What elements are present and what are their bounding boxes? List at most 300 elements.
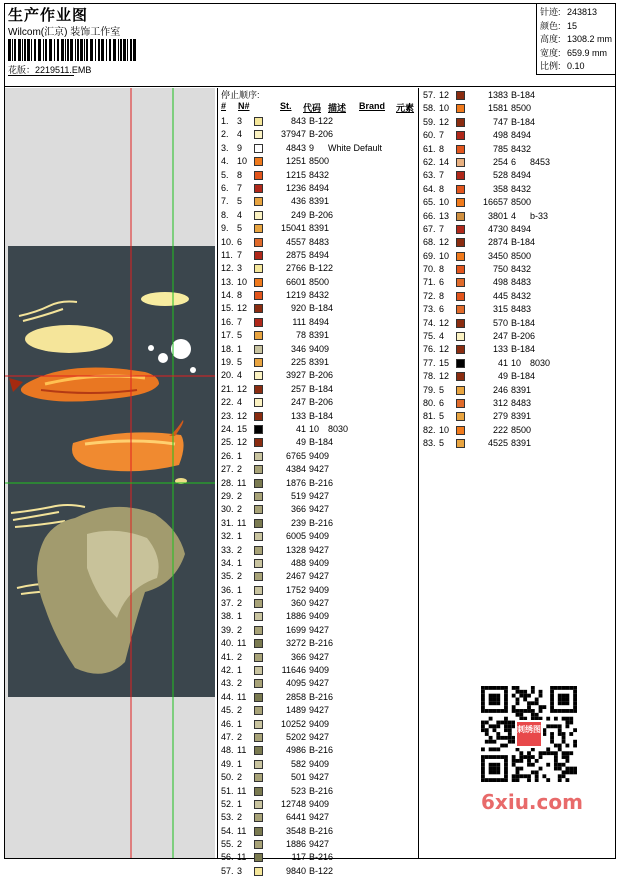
cream-fish-shape — [25, 325, 113, 353]
color-swatch — [254, 238, 263, 247]
row-index: 70. — [423, 264, 436, 275]
stat-value: 1308.2 mm — [567, 34, 613, 44]
row-stitches: 1886 — [285, 839, 306, 850]
row-needle: 11 — [237, 785, 247, 796]
color-swatch — [456, 238, 465, 247]
row-index: 17. — [221, 330, 234, 341]
row-needle: 6 — [237, 236, 243, 247]
table-row — [218, 570, 418, 583]
row-code: 9427 — [309, 812, 330, 823]
color-swatch — [254, 599, 263, 608]
row-index: 5. — [221, 169, 229, 180]
row-needle: 15 — [439, 357, 450, 368]
row-index: 29. — [221, 490, 234, 501]
row-needle: 11 — [237, 745, 247, 756]
row-code: B-206 — [309, 397, 334, 408]
color-swatch — [456, 198, 465, 207]
row-needle: 6 — [439, 397, 445, 408]
row-code: 8432 — [511, 183, 532, 194]
row-index: 69. — [423, 250, 436, 261]
row-code: 9409 — [309, 343, 330, 354]
table-row — [420, 183, 620, 196]
row-index: 50. — [221, 772, 234, 783]
row-needle: 11 — [237, 825, 247, 836]
row-needle: 2 — [237, 705, 243, 716]
table-row — [420, 397, 620, 410]
row-code: 8432 — [511, 143, 532, 154]
row-code: B-184 — [511, 90, 536, 100]
color-swatch — [254, 291, 263, 300]
design-canvas — [5, 88, 215, 858]
row-code: 9409 — [309, 557, 330, 568]
table-row — [420, 116, 620, 129]
row-stitches: 37947 — [280, 129, 306, 140]
row-code: 9427 — [309, 651, 330, 662]
row-code: 8432 — [511, 264, 532, 275]
table-row — [218, 490, 418, 503]
row-needle: 12 — [237, 410, 248, 421]
row-index: 37. — [221, 598, 234, 609]
row-stitches: 6441 — [285, 812, 306, 823]
row-stitches: 111 — [292, 316, 306, 327]
row-needle: 6 — [439, 304, 445, 315]
color-swatch — [254, 438, 263, 447]
row-index: 25. — [221, 437, 234, 448]
row-stitches: 9840 — [285, 865, 306, 876]
color-swatch — [254, 425, 263, 434]
row-index: 61. — [423, 143, 436, 154]
row-code: 8500 — [511, 197, 532, 208]
table-row — [420, 223, 620, 236]
color-swatch — [254, 746, 263, 755]
row-needle: 5 — [439, 438, 445, 449]
row-needle: 15 — [237, 423, 248, 434]
color-swatch — [254, 452, 263, 461]
table-row — [218, 450, 418, 463]
color-swatch — [254, 211, 263, 220]
row-index: 46. — [221, 718, 234, 729]
row-index: 76. — [423, 344, 436, 355]
row-code: 8494 — [309, 249, 330, 260]
table-row — [420, 370, 620, 383]
row-stitches: 133 — [492, 344, 508, 355]
stat-value: 243813 — [567, 7, 598, 17]
row-code: 8391 — [309, 330, 330, 341]
row-code: B-216 — [309, 745, 334, 756]
table-row — [218, 343, 418, 356]
row-stitches: 1752 — [285, 584, 306, 595]
row-code: 8391 — [511, 411, 532, 422]
row-index: 38. — [221, 611, 234, 622]
row-index: 77. — [423, 357, 436, 368]
color-swatch — [254, 733, 263, 742]
row-index: 2. — [221, 129, 229, 140]
color-swatch — [254, 679, 263, 688]
color-swatch — [254, 505, 263, 514]
color-swatch — [254, 345, 263, 354]
color-swatch — [254, 760, 263, 769]
color-swatch — [254, 465, 263, 474]
row-needle: 2 — [237, 651, 243, 662]
row-needle: 2 — [237, 678, 243, 689]
color-swatch — [456, 104, 465, 113]
row-index: 4. — [221, 156, 229, 167]
row-index: 15. — [221, 303, 234, 314]
row-code: 9 — [309, 142, 315, 153]
studio-name: Wilcom(汇京) 装饰工作室 — [8, 27, 121, 38]
row-index: 31. — [221, 517, 234, 528]
row-stitches: 4095 — [285, 678, 306, 689]
row-code: B-184 — [309, 410, 334, 421]
row-stitches: 117 — [291, 852, 306, 863]
row-needle: 5 — [439, 411, 445, 422]
row-code: 10 — [511, 357, 522, 368]
table-row — [420, 410, 620, 423]
table-row — [420, 384, 620, 397]
row-needle: 8 — [439, 264, 445, 275]
row-stitches: 49 — [497, 371, 508, 382]
row-index: 55. — [221, 839, 234, 850]
row-needle: 14 — [439, 156, 450, 167]
row-code: 8391 — [511, 438, 532, 449]
row-stitches: 12748 — [280, 798, 306, 809]
table-row — [218, 597, 418, 610]
row-index: 12. — [221, 263, 234, 274]
table-row — [420, 317, 620, 330]
table-row — [218, 423, 418, 436]
row-code: B-206 — [309, 209, 334, 220]
row-stitches: 843 — [290, 116, 306, 126]
row-description: 8030 — [328, 423, 349, 434]
table-row — [420, 343, 620, 356]
row-index: 58. — [423, 103, 436, 114]
row-stitches: 247 — [290, 397, 306, 408]
color-swatch — [456, 265, 465, 274]
row-index: 51. — [221, 785, 234, 796]
row-stitches: 133 — [290, 410, 306, 421]
row-stitches: 519 — [290, 490, 306, 501]
color-swatch — [254, 706, 263, 715]
table-row — [218, 544, 418, 557]
row-needle: 8 — [439, 290, 445, 301]
row-index: 16. — [221, 316, 234, 327]
row-stitches: 2766 — [285, 263, 306, 274]
row-index: 21. — [221, 383, 234, 394]
row-index: 68. — [423, 237, 436, 248]
table-row — [218, 771, 418, 784]
row-needle: 2 — [237, 624, 243, 635]
row-code: B-184 — [511, 344, 536, 355]
header-brand: Brand — [359, 101, 386, 111]
header — [4, 3, 616, 87]
row-stitches: 246 — [492, 384, 508, 395]
color-swatch — [254, 572, 263, 581]
row-stitches: 5202 — [285, 731, 306, 742]
color-swatch — [254, 867, 263, 876]
row-stitches: 41 — [295, 423, 306, 434]
color-swatch — [254, 224, 263, 233]
row-needle: 8 — [237, 290, 243, 301]
color-swatch — [254, 840, 263, 849]
color-swatch — [456, 91, 465, 100]
row-needle: 2 — [237, 839, 243, 850]
pattern-file: 2219511.EMB — [35, 65, 92, 75]
design-preview — [5, 88, 215, 858]
table-row — [218, 195, 418, 208]
stat-value: 0.10 — [567, 61, 585, 71]
row-code: 10 — [309, 423, 320, 434]
row-index: 64. — [423, 183, 436, 194]
table-row — [218, 865, 418, 878]
small-fish-shape — [141, 292, 189, 306]
row-stitches: 10252 — [280, 718, 306, 729]
table-row — [218, 785, 418, 798]
row-stitches: 1215 — [285, 169, 306, 180]
table-row — [218, 811, 418, 824]
bubble — [148, 345, 154, 351]
row-needle: 12 — [439, 90, 450, 100]
color-swatch — [456, 426, 465, 435]
row-stitches: 4730 — [487, 223, 508, 234]
color-swatch — [254, 546, 263, 555]
row-index: 73. — [423, 304, 436, 315]
row-needle: 7 — [439, 170, 445, 181]
row-stitches: 1699 — [285, 624, 306, 635]
row-needle: 12 — [439, 317, 450, 328]
row-stitches: 3927 — [285, 370, 306, 381]
table-row — [218, 691, 418, 704]
row-needle: 13 — [439, 210, 450, 221]
table-row — [218, 557, 418, 570]
table-row — [218, 851, 418, 864]
stat-value: 15 — [567, 20, 578, 31]
row-index: 82. — [423, 424, 436, 435]
table-row — [218, 637, 418, 650]
row-code: 8500 — [511, 103, 532, 114]
table-row — [218, 410, 418, 423]
color-swatch — [456, 359, 465, 368]
row-index: 52. — [221, 798, 234, 809]
table-row — [420, 250, 620, 263]
color-swatch — [254, 693, 263, 702]
color-swatch — [456, 225, 465, 234]
row-index: 57. — [221, 865, 234, 876]
table-row — [218, 369, 418, 382]
row-code: B-216 — [309, 852, 334, 863]
table-row — [218, 624, 418, 637]
color-swatch — [254, 720, 263, 729]
row-code: B-206 — [511, 331, 536, 342]
row-stitches: 49 — [295, 437, 306, 448]
row-stitches: 6005 — [285, 531, 306, 542]
row-stitches: 445 — [492, 290, 508, 301]
color-swatch — [254, 157, 263, 166]
row-code: B-184 — [511, 237, 536, 248]
row-code: 8500 — [511, 250, 532, 261]
row-code: 8500 — [309, 276, 330, 287]
table-row — [218, 155, 418, 168]
row-stitches: 4384 — [285, 464, 306, 475]
table-row — [218, 530, 418, 543]
color-swatch — [254, 519, 263, 528]
stat-label: 高度: — [540, 34, 561, 44]
row-code: B-216 — [309, 825, 334, 836]
table-row — [218, 463, 418, 476]
row-needle: 10 — [439, 197, 450, 208]
row-needle: 2 — [237, 812, 243, 823]
row-needle: 2 — [237, 598, 243, 609]
table-row — [218, 383, 418, 396]
table-row — [420, 129, 620, 142]
row-stitches: 750 — [492, 264, 508, 275]
row-code: 9409 — [309, 584, 330, 595]
row-stitches: 1383 — [487, 90, 508, 100]
row-needle: 1 — [237, 584, 243, 595]
divider — [8, 75, 74, 76]
row-stitches: 2858 — [285, 691, 306, 702]
row-stitches: 360 — [290, 598, 306, 609]
row-index: 11. — [221, 249, 233, 260]
row-code: 9409 — [309, 611, 330, 622]
row-index: 39. — [221, 624, 234, 635]
color-swatch — [254, 398, 263, 407]
row-stitches: 488 — [290, 557, 306, 568]
row-index: 44. — [221, 691, 234, 702]
row-index: 22. — [221, 397, 234, 408]
row-description: 8030 — [530, 357, 551, 368]
row-code: 9409 — [309, 758, 330, 769]
row-code: 9427 — [309, 464, 330, 475]
color-swatch — [254, 612, 263, 621]
row-index: 60. — [423, 130, 436, 141]
bubble — [171, 339, 191, 359]
row-index: 79. — [423, 384, 436, 395]
color-swatch — [456, 439, 465, 448]
row-needle: 12 — [439, 371, 450, 382]
row-index: 28. — [221, 477, 234, 488]
row-needle: 5 — [439, 384, 445, 395]
color-swatch — [456, 145, 465, 154]
row-needle: 10 — [439, 103, 450, 114]
color-swatch — [254, 653, 263, 662]
table-row — [420, 437, 620, 450]
row-code: 9427 — [309, 731, 330, 742]
row-index: 59. — [423, 116, 436, 127]
stat-row — [540, 59, 616, 73]
row-index: 43. — [221, 678, 234, 689]
qr-badge: 刺绣图 — [515, 720, 543, 748]
row-index: 9. — [221, 223, 229, 234]
row-needle: 11 — [237, 691, 247, 702]
row-stitches: 1886 — [285, 611, 306, 622]
row-code: B-216 — [309, 638, 334, 649]
row-code: 9427 — [309, 624, 330, 635]
color-swatch — [456, 345, 465, 354]
row-needle: 7 — [237, 249, 243, 260]
color-swatch — [456, 118, 465, 127]
row-needle: 12 — [237, 303, 248, 314]
row-code: 8391 — [309, 223, 330, 234]
row-needle: 8 — [237, 169, 243, 180]
row-needle: 1 — [237, 343, 243, 354]
barcode — [8, 39, 136, 61]
row-stitches: 346 — [290, 343, 306, 354]
row-needle: 1 — [237, 798, 243, 809]
row-stitches: 1328 — [285, 544, 306, 555]
row-needle: 9 — [237, 142, 243, 153]
row-needle: 10 — [237, 156, 248, 167]
color-swatch — [254, 331, 263, 340]
row-needle: 7 — [439, 130, 445, 141]
row-code: 8483 — [309, 236, 330, 247]
row-stitches: 358 — [492, 183, 508, 194]
row-index: 26. — [221, 450, 234, 461]
row-stitches: 249 — [290, 209, 306, 220]
color-swatch — [456, 412, 465, 421]
row-stitches: 785 — [492, 143, 508, 154]
row-code: 9427 — [309, 598, 330, 609]
row-stitches: 2874 — [487, 237, 508, 248]
row-needle: 4 — [237, 129, 243, 140]
row-index: 14. — [221, 290, 234, 301]
table-row — [218, 222, 418, 235]
color-swatch — [456, 212, 465, 221]
row-stitches: 315 — [492, 304, 508, 315]
table-row — [218, 825, 418, 838]
color-swatch — [456, 131, 465, 140]
row-needle: 4 — [237, 209, 243, 220]
row-stitches: 4525 — [487, 438, 508, 449]
row-index: 27. — [221, 464, 234, 475]
row-stitches: 523 — [290, 785, 306, 796]
row-index: 20. — [221, 370, 234, 381]
table-row — [218, 677, 418, 690]
color-swatch — [254, 358, 263, 367]
table-row — [218, 302, 418, 315]
table-row — [420, 303, 620, 316]
row-needle: 5 — [237, 357, 243, 368]
row-stitches: 570 — [492, 317, 508, 328]
row-code: 8483 — [511, 277, 532, 288]
row-stitches: 3450 — [487, 250, 508, 261]
row-stitches: 312 — [492, 397, 508, 408]
color-swatch — [456, 292, 465, 301]
row-index: 62. — [423, 156, 436, 167]
stat-label: 比例: — [540, 61, 561, 71]
row-stitches: 16657 — [482, 197, 508, 208]
row-stitches: 1581 — [487, 103, 508, 114]
row-code: 8432 — [309, 290, 330, 301]
row-needle: 1 — [237, 531, 243, 542]
table-rows — [218, 115, 418, 878]
row-code: 9427 — [309, 490, 330, 501]
color-swatch — [456, 158, 465, 167]
row-code: B-216 — [309, 477, 334, 488]
color-swatch — [254, 278, 263, 287]
stat-value: 659.9 mm — [567, 47, 608, 58]
row-index: 47. — [221, 731, 234, 742]
row-code: 8432 — [309, 169, 330, 180]
row-stitches: 3548 — [285, 825, 306, 836]
row-index: 71. — [423, 277, 436, 288]
row-stitches: 498 — [492, 130, 508, 141]
pattern-label: 花版： — [8, 65, 36, 75]
table-row — [218, 128, 418, 141]
row-code: 8494 — [309, 182, 330, 193]
row-needle: 5 — [237, 196, 243, 207]
table-row — [218, 182, 418, 195]
table-row — [218, 262, 418, 275]
